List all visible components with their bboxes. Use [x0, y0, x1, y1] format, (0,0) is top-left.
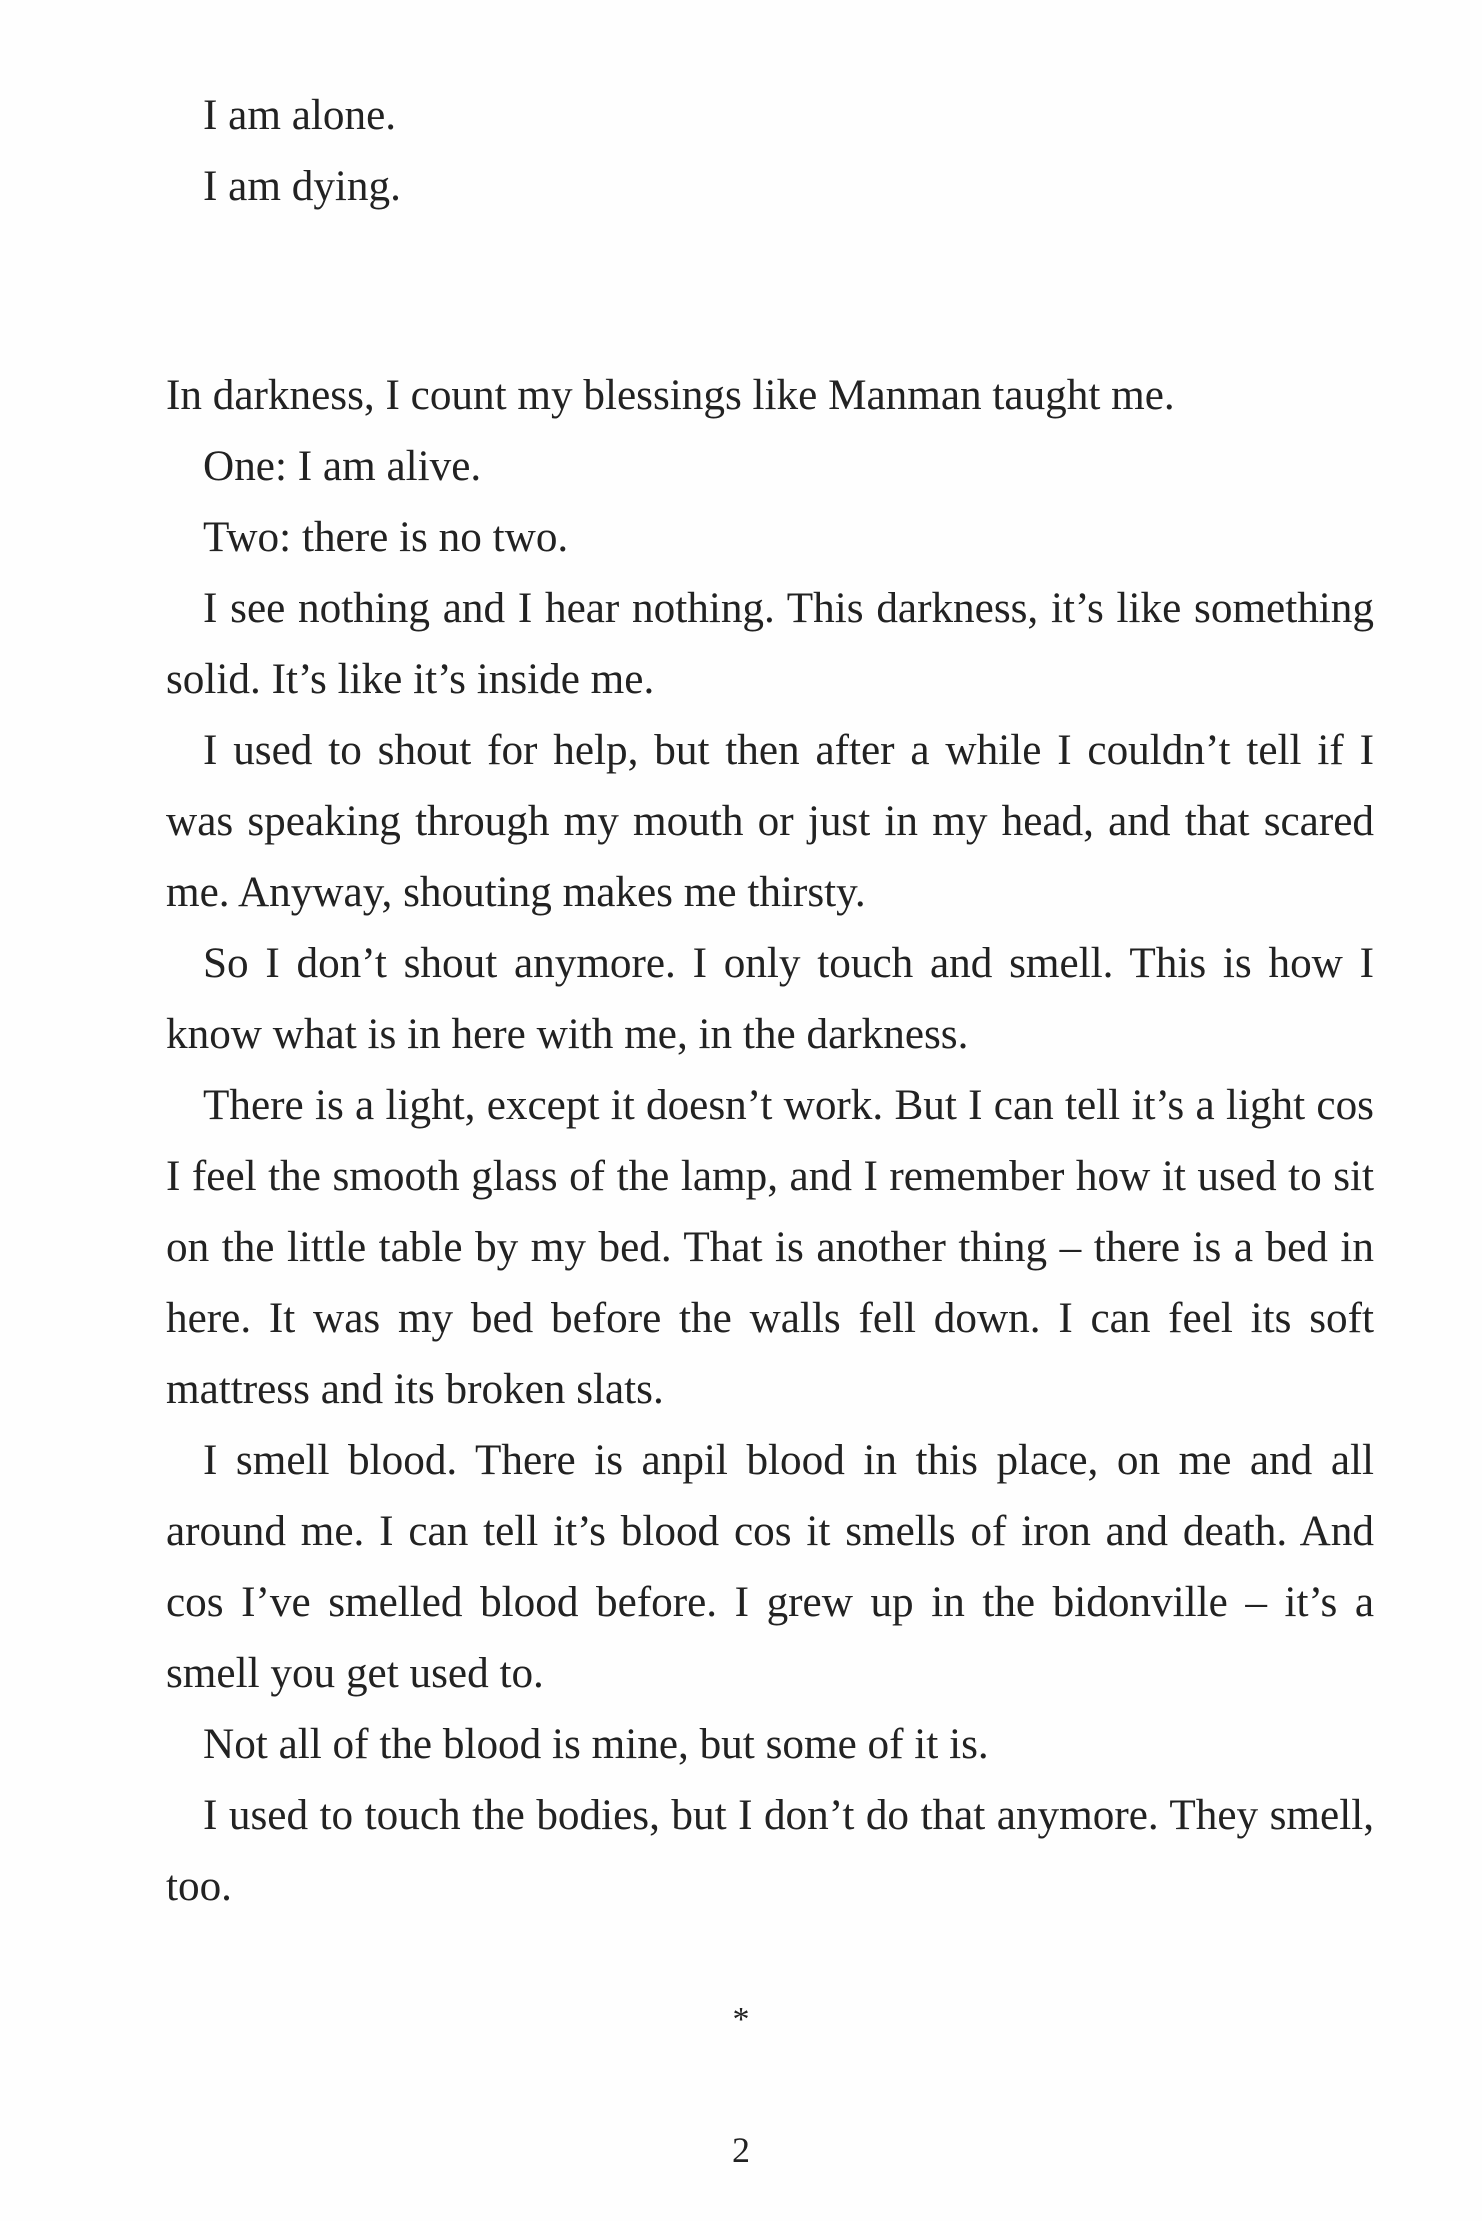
scene-break: * [732, 2001, 750, 2038]
opening-lines [166, 80, 1374, 222]
paragraph: Not all of the blood is mine, but some of it is. [203, 1721, 989, 1768]
page-number: 2 [732, 2130, 750, 2170]
paragraph: So I don’t shout anymore. I only touch and smell. This is how I know what is in here with me, in the darkness. [166, 940, 1374, 1058]
paragraph: I see nothing and I hear nothing. This darkness, it’s like something solid. It’s like it’s inside me. [166, 585, 1374, 703]
paragraph: I used to shout for help, but then after a while I couldn’t tell if I was speaking through my mouth or just in my head, and that scared me. Anyway, shouting makes me thirsty. [166, 727, 1374, 916]
paragraph: Two: there is no two. [203, 514, 569, 561]
paragraph: I am dying. [203, 163, 401, 210]
body-text [166, 360, 1374, 1922]
paragraph: In darkness, I count my blessings like Manman taught me. [166, 372, 1175, 419]
paragraph: I smell blood. There is anpil blood in this place, on me and all around me. I can tell it’s blood cos it smells of iron and death. And cos I’ve smelled blood before. I grew up in the bidonville – it’s a smell you get used to. [166, 1437, 1374, 1697]
paragraph: I am alone. [203, 92, 397, 139]
paragraph: There is a light, except it doesn’t work. But I can tell it’s a light cos I feel the smooth glass of the lamp, and I remember how it used to sit on the little table by my bed. That is another thing – there is a bed in here. It was my bed before the walls fell down. I can feel its soft mattress and its broken slats. [166, 1082, 1374, 1413]
paragraph: I used to touch the bodies, but I don’t do that anymore. They smell, too. [166, 1792, 1374, 1910]
paragraph: One: I am alive. [203, 443, 482, 490]
